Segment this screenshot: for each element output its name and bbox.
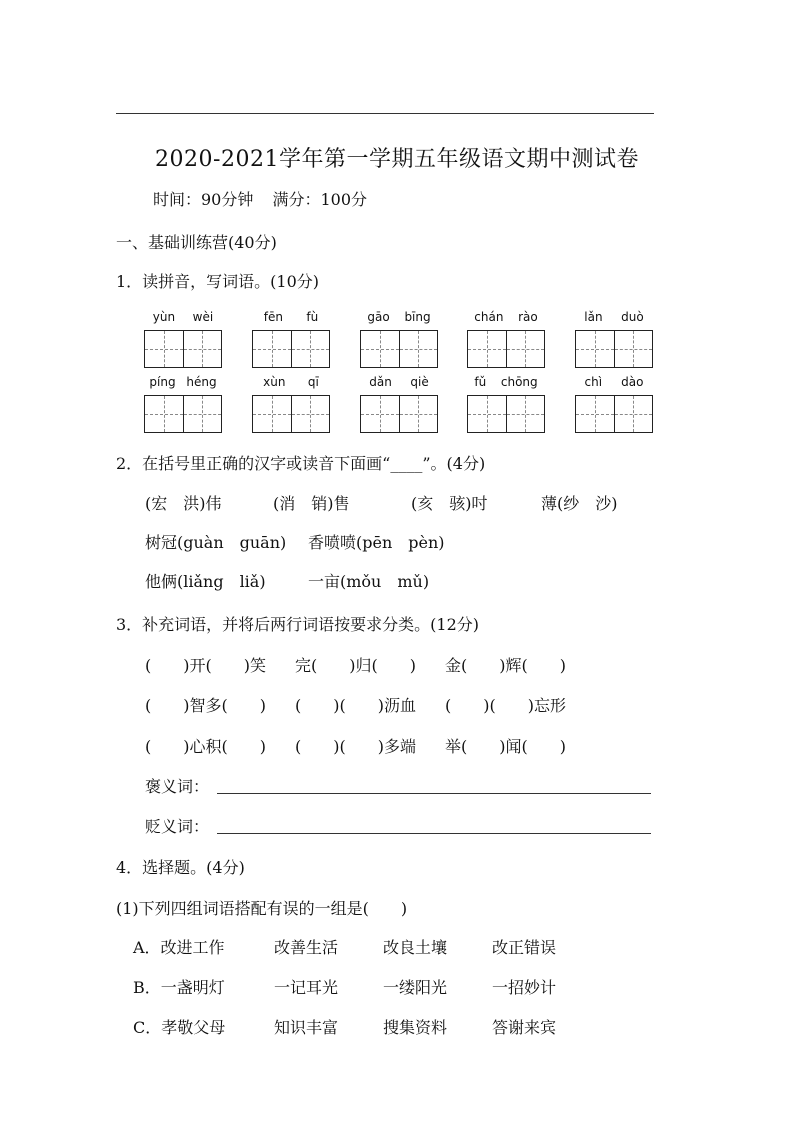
writing-grid[interactable] bbox=[144, 330, 222, 368]
top-rule bbox=[116, 113, 654, 114]
q3-row-2 bbox=[145, 693, 566, 716]
writing-cell[interactable] bbox=[468, 331, 507, 367]
page-title: 2020-2021学年第一学期五年级语文期中测试卷 bbox=[155, 147, 639, 172]
q3-idiom: 金( )辉( ) bbox=[445, 656, 566, 675]
writing-cell[interactable] bbox=[253, 396, 292, 432]
option-label: C．孝敬父母 bbox=[133, 1018, 226, 1037]
writing-cell[interactable] bbox=[400, 396, 438, 432]
q2-row-3 bbox=[145, 569, 429, 592]
pinyin-syllable: yùn bbox=[152, 310, 176, 324]
q3-row-3 bbox=[145, 734, 566, 757]
question-2-prompt: 2．在括号里正确的汉字或读音下面画“____”。(4分) bbox=[116, 454, 486, 473]
option-item: 答谢来宾 bbox=[492, 1018, 557, 1037]
q3-idiom: ( )( )忘形 bbox=[445, 696, 566, 715]
writing-cell[interactable] bbox=[615, 331, 653, 367]
option-label: A．改进工作 bbox=[133, 938, 225, 957]
pinyin-label bbox=[252, 375, 330, 389]
q2-choice: (宏 洪)伟 bbox=[145, 494, 222, 513]
q3-idiom: ( )( )沥血 bbox=[295, 696, 416, 715]
pinyin-syllable: chōng bbox=[500, 375, 538, 389]
writing-cell[interactable] bbox=[400, 331, 438, 367]
pinyin-syllable: chán bbox=[474, 310, 504, 324]
option-item: 改正错误 bbox=[492, 938, 557, 957]
pinyin-syllable: rào bbox=[518, 310, 538, 324]
q3-row-1 bbox=[145, 653, 566, 676]
option-item: 搜集资料 bbox=[383, 1018, 448, 1037]
q3-idiom: 完( )归( ) bbox=[295, 656, 416, 675]
option-item: 知识丰富 bbox=[274, 1018, 339, 1037]
writing-grid[interactable] bbox=[360, 330, 438, 368]
pinyin-syllable: wèi bbox=[192, 310, 214, 324]
writing-cell[interactable] bbox=[292, 331, 330, 367]
q2-choice: 他俩(liǎng liǎ) bbox=[145, 572, 266, 591]
q2-row-2 bbox=[145, 530, 445, 553]
pinyin-label bbox=[575, 375, 653, 389]
pinyin-label bbox=[144, 375, 222, 389]
pinyin-syllable: fǔ bbox=[474, 375, 487, 389]
option-b bbox=[133, 975, 556, 998]
score-label: 满分：100分 bbox=[272, 190, 368, 209]
pinyin-syllable: dǎn bbox=[369, 375, 392, 389]
writing-grid[interactable] bbox=[360, 395, 438, 433]
pinyin-syllable: chì bbox=[584, 375, 603, 389]
pinyin-label bbox=[144, 310, 222, 324]
option-item: 一缕阳光 bbox=[383, 978, 448, 997]
writing-cell[interactable] bbox=[184, 396, 222, 432]
writing-cell[interactable] bbox=[361, 331, 400, 367]
pinyin-syllable: xùn bbox=[263, 375, 286, 389]
writing-cell[interactable] bbox=[145, 396, 184, 432]
pinyin-label bbox=[252, 310, 330, 324]
q2-choice: (消 销)售 bbox=[273, 494, 350, 513]
writing-cell[interactable] bbox=[507, 331, 545, 367]
writing-cell[interactable] bbox=[361, 396, 400, 432]
pinyin-syllable: bīng bbox=[404, 310, 431, 324]
writing-cell[interactable] bbox=[576, 331, 615, 367]
pinyin-syllable: dào bbox=[621, 375, 644, 389]
writing-cell[interactable] bbox=[253, 331, 292, 367]
q2-choice: 薄(纱 沙) bbox=[541, 494, 618, 513]
writing-cell[interactable] bbox=[468, 396, 507, 432]
option-c bbox=[133, 1015, 556, 1038]
q2-row-1 bbox=[145, 491, 618, 514]
writing-cell[interactable] bbox=[507, 396, 545, 432]
q2-choice: 一亩(mǒu mǔ) bbox=[308, 572, 430, 591]
question-1-prompt: 1．读拼音，写词语。(10分) bbox=[116, 272, 320, 291]
pinyin-label bbox=[467, 375, 545, 389]
pinyin-label bbox=[360, 310, 438, 324]
option-item: 改善生活 bbox=[274, 938, 339, 957]
praise-label: 褒义词： bbox=[145, 777, 210, 796]
writing-cell[interactable] bbox=[145, 331, 184, 367]
exam-meta bbox=[153, 187, 367, 210]
q2-choice: 树冠(guàn guān) bbox=[145, 533, 287, 552]
writing-grid[interactable] bbox=[467, 330, 545, 368]
pinyin-syllable: qī bbox=[307, 375, 319, 389]
q2-choice: (亥 骇)吋 bbox=[411, 494, 488, 513]
writing-cell[interactable] bbox=[615, 396, 653, 432]
pinyin-syllable: píng bbox=[149, 375, 176, 389]
question-4-prompt: 4．选择题。(4分) bbox=[116, 858, 245, 877]
praise-answer-line[interactable] bbox=[217, 793, 651, 794]
writing-grid[interactable] bbox=[144, 395, 222, 433]
q2-choice: 香喷喷(pēn pèn) bbox=[308, 533, 445, 552]
question-4-sub-1: (1)下列四组词语搭配有误的一组是( ) bbox=[116, 899, 408, 918]
writing-grid[interactable] bbox=[575, 330, 653, 368]
section-title: 一、基础训练营(40分) bbox=[116, 233, 277, 252]
writing-grid[interactable] bbox=[252, 330, 330, 368]
q3-idiom: ( )( )多端 bbox=[295, 737, 416, 756]
option-item: 改良土壤 bbox=[383, 938, 448, 957]
q3-idiom: 举( )闻( ) bbox=[445, 737, 566, 756]
pinyin-label bbox=[360, 375, 438, 389]
pinyin-label bbox=[467, 310, 545, 324]
question-3-prompt: 3．补充词语，并将后两行词语按要求分类。(12分) bbox=[116, 615, 480, 634]
writing-grid[interactable] bbox=[575, 395, 653, 433]
pinyin-syllable: héng bbox=[186, 375, 217, 389]
option-item: 一记耳光 bbox=[274, 978, 339, 997]
pinyin-syllable: fēn bbox=[263, 310, 283, 324]
q3-idiom: ( )智多( ) bbox=[145, 696, 266, 715]
pinyin-syllable: duò bbox=[621, 310, 644, 324]
derogatory-answer-line[interactable] bbox=[217, 833, 651, 834]
option-label: B．一盏明灯 bbox=[133, 978, 225, 997]
writing-cell[interactable] bbox=[292, 396, 330, 432]
pinyin-label bbox=[575, 310, 653, 324]
pinyin-syllable: qiè bbox=[410, 375, 429, 389]
writing-cell[interactable] bbox=[576, 396, 615, 432]
q3-idiom: ( )开( )笑 bbox=[145, 656, 266, 675]
derogatory-label: 贬义词： bbox=[145, 817, 210, 836]
q3-idiom: ( )心积( ) bbox=[145, 737, 266, 756]
pinyin-syllable: lǎn bbox=[584, 310, 603, 324]
pinyin-syllable: fù bbox=[306, 310, 319, 324]
pinyin-syllable: gāo bbox=[367, 310, 390, 324]
time-label: 时间：90分钟 bbox=[153, 190, 254, 209]
writing-grid[interactable] bbox=[467, 395, 545, 433]
writing-cell[interactable] bbox=[184, 331, 222, 367]
option-a bbox=[133, 935, 556, 958]
writing-grid[interactable] bbox=[252, 395, 330, 433]
option-item: 一招妙计 bbox=[492, 978, 557, 997]
